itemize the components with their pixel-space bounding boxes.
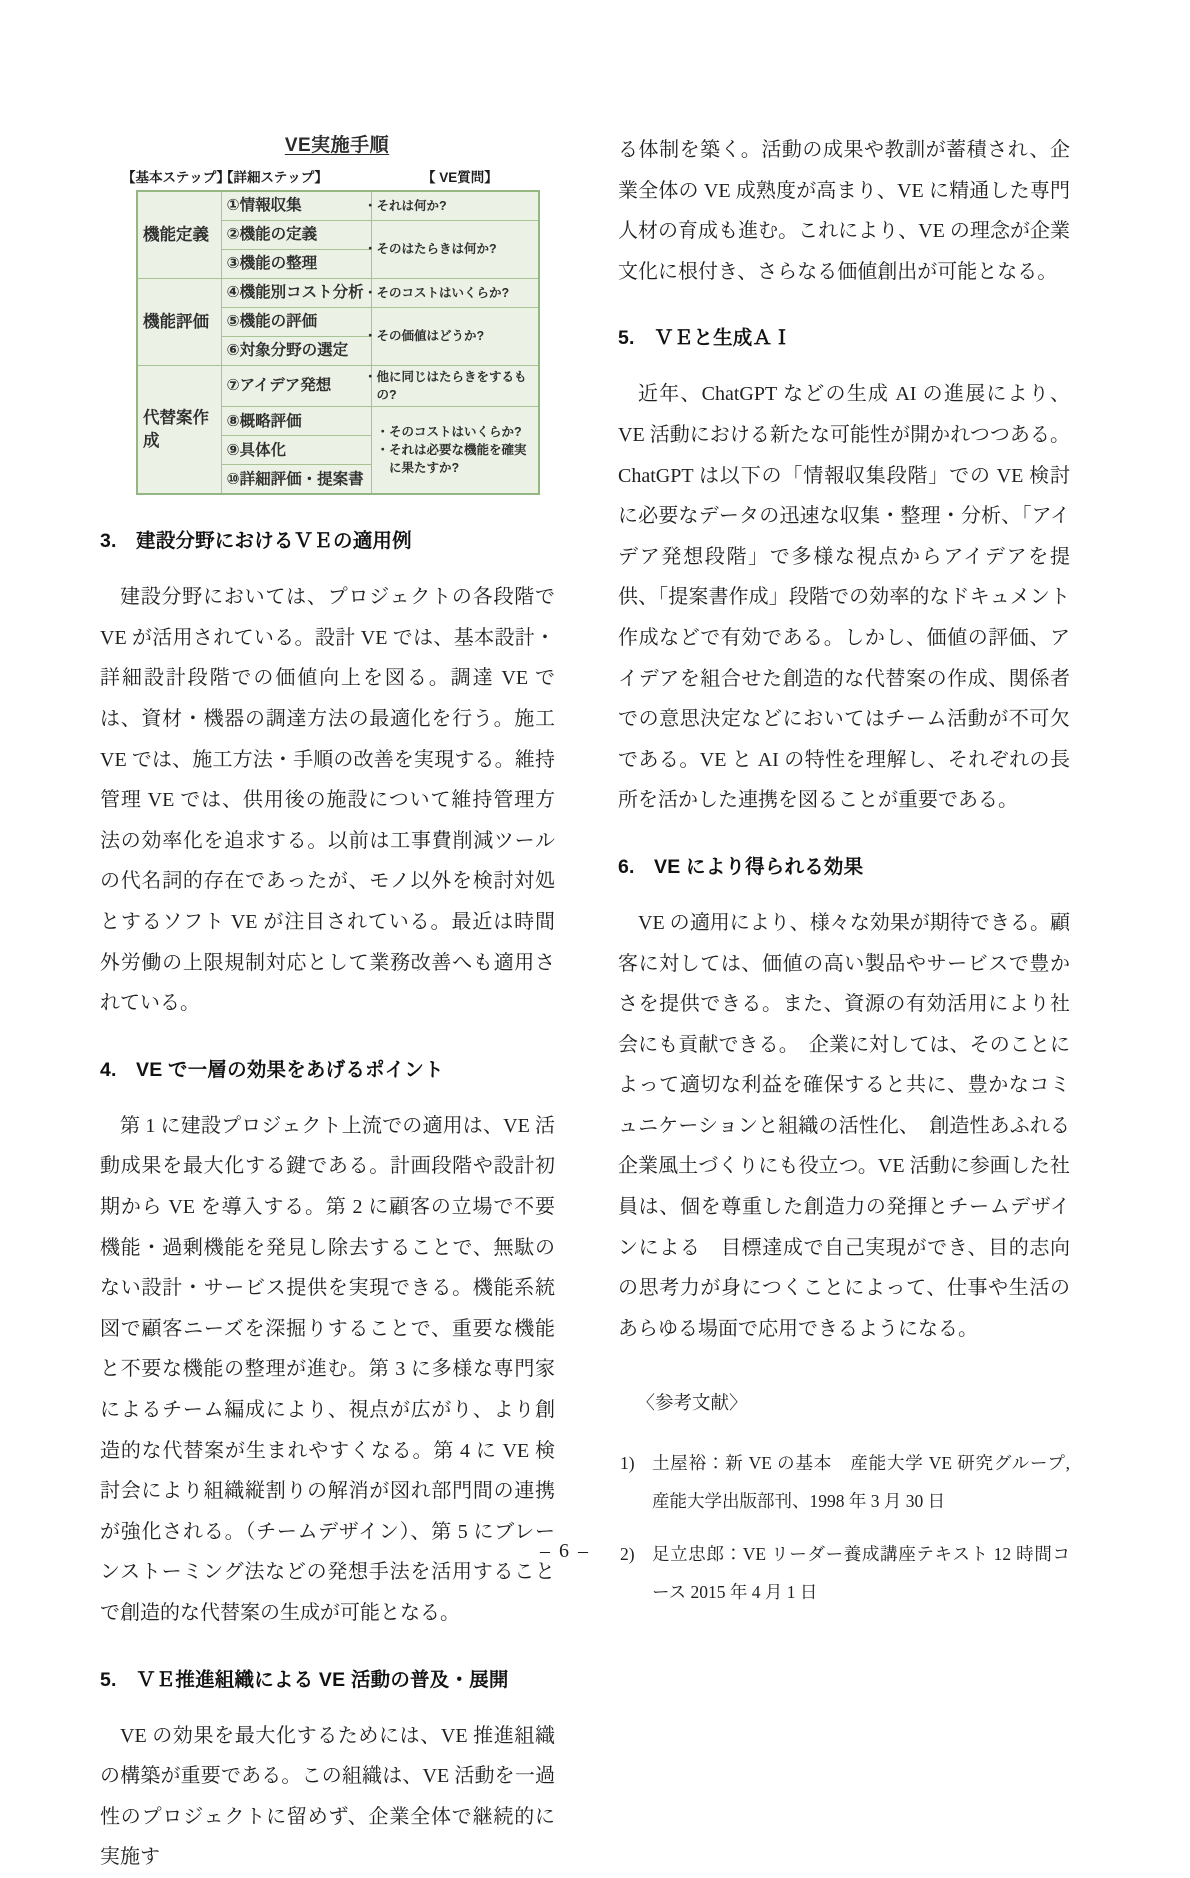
basic-step-cell: 機能定義 (137, 191, 221, 279)
section-number: 5. (618, 327, 635, 350)
header-ve-question: 【 VE質問】 (422, 170, 498, 185)
ve-question-cell: ・その価値はどうか? (371, 308, 539, 366)
section-number: 4. (100, 1058, 117, 1081)
left-column (100, 130, 555, 1878)
right-column (618, 130, 1070, 1628)
ve-question-line: ・そのコストはいくらか? (376, 425, 522, 440)
header-detail-step: 【詳細ステップ】 (220, 170, 328, 185)
basic-step-cell: 代替案作成 (137, 366, 221, 495)
reference-marker: 2) (620, 1544, 635, 1565)
detail-step-cell: ⑤機能の評価 (221, 308, 371, 337)
section-title: 建設分野におけるＶＥの適用例 (136, 530, 412, 553)
ve-question-cell: ・それは何か? (371, 191, 539, 221)
detail-step-cell: ③機能の整理 (221, 250, 371, 279)
section-number: 5. (100, 1668, 117, 1691)
section-title: VE で一層の効果をあげるポイント (136, 1058, 444, 1081)
table-row (137, 279, 539, 308)
detail-step-cell: ⑦アイデア発想 (221, 366, 371, 407)
section-title: ＶＥと生成ＡＩ (654, 327, 792, 350)
section-6-paragraph: VE の適用により、様々な効果が期待できる。顧客に対しては、価値の高い製品やサービスで豊かさを提供できる。また、資源の有効活用により社会にも貢献できる。 企業に対しては、そのことによって適切な利益を確保すると共に、豊かなコミュニケーションと組織の活性化、 創造性あふれる企業風土づくりにも役立つ。VE 活動に参画した社員は、個を尊重した創造力の発揮とチームデザインによる 目標達成で自己実現ができ、目的志向の思考力が身につくことによって、仕事や生活のあらゆる場面で応用できるようになる。 (618, 911, 1070, 1340)
ve-procedure-table (136, 190, 540, 495)
header-basic-step: 【基本ステップ】 (122, 170, 230, 185)
section-4-paragraph: 第 1 に建設プロジェクト上流での適用は、VE 活動成果を最大化する鍵である。計画段階や設計初期から VE を導入する。第 2 に顧客の立場で不要機能・過剰機能を発見し除去することで、無駄のない設計・サービス提供を実現できる。機能系統図で顧客ニーズを深掘りすることで、重要な機能と不要な機能の整理が進む。第 3 に多様な専門家によるチーム編成により、視点が広がり、より創造的な代替案が生まれやすくなる。第 4 に VE 検討会により組織縦割りの解消が図れ部門間の連携が強化される。（チームデザイン）、第 5 にブレーンストーミング法などの発想手法を活用することで創造的な代替案の生成が可能となる。 (100, 1114, 555, 1624)
section-title: ＶＥ推進組織による VE 活動の普及・展開 (136, 1668, 509, 1691)
detail-step-cell: ⑥対象分野の選定 (221, 337, 371, 366)
section-4-heading (100, 1054, 555, 1082)
ve-procedure-figure (122, 130, 538, 495)
references (618, 1385, 1070, 1611)
section-number: 3. (100, 530, 117, 553)
section-6-heading (618, 851, 1070, 879)
section-3 (100, 525, 555, 1024)
page-number: – 6 – (540, 1540, 590, 1562)
figure-column-headers (122, 166, 538, 188)
detail-step-cell: ⑧概略評価 (221, 407, 371, 436)
figure-title: VE実施手順 (284, 135, 390, 156)
ve-question-cell: ・他に同じはたらきをするもの? (371, 366, 539, 407)
section-5-right-heading (618, 322, 1070, 350)
ve-question-line: ・それは必要な機能を確実に果たすか? (376, 443, 527, 476)
detail-step-cell: ④機能別コスト分析 (221, 279, 371, 308)
section-5-left (100, 1664, 555, 1878)
detail-step-cell: ①情報収集 (221, 191, 371, 221)
continuation-paragraph: る体制を築く。活動の成果や教訓が蓄積され、企業全体の VE 成熟度が高まり、VE に精通した専門人材の育成も進む。これにより、VE の理念が企業文化に根付き、さらなる価値創出が可能となる。 (618, 139, 1070, 283)
basic-step-cell: 機能評価 (137, 279, 221, 366)
section-5-left-paragraph: VE の効果を最大化するためには、VE 推進組織の構築が重要である。この組織は、VE 活動を一過性のプロジェクトに留めず、企業全体で継続的に実施す (100, 1724, 555, 1869)
section-5-left-heading (100, 1664, 555, 1692)
reference-item (618, 1445, 1070, 1520)
reference-marker: 1) (620, 1453, 635, 1474)
table-row (137, 366, 539, 407)
section-6 (618, 851, 1070, 1350)
detail-step-cell: ②機能の定義 (221, 221, 371, 250)
ve-question-cell: ・そのはたらきは何か? (371, 221, 539, 279)
reference-text: 土屋裕：新 VE の基本 産能大学 VE 研究グループ, 産能大学出版部刊、1998 年 3 月 30 日 (652, 1453, 1070, 1511)
section-3-heading (100, 525, 555, 553)
detail-step-cell: ⑨具体化 (221, 436, 371, 465)
section-3-paragraph: 建設分野においては、プロジェクトの各段階で VE が活用されている。設計 VE では、基本設計・詳細設計段階での価値向上を図る。調達 VE では、資材・機器の調達方法の最適化を行う。施工 VE では、施工方法・手順の改善を実現する。維持管理 VE では、供用後の施設について維持管理方法の効率化を追求する。以前は工事費削減ツールの代名詞的存在であったが、モノ以外を検討対処とするソフト VE が注目されている。最近は時間外労働の上限規制対応として業務改善へも適用されている。 (100, 586, 555, 1015)
table-row (137, 191, 539, 221)
ve-question-cell (371, 407, 539, 495)
reference-text: 足立忠郎：VE リーダー養成講座テキスト 12 時間コース 2015 年 4 月 1 日 (652, 1544, 1070, 1603)
section-number: 6. (618, 855, 635, 878)
ve-question-cell: ・そのコストはいくらか? (371, 279, 539, 308)
references-heading: 〈参考文献〉 (636, 1394, 748, 1415)
detail-step-cell: ⑩詳細評価・提案書 (221, 465, 371, 495)
section-5-right-paragraph: 近年、ChatGPT などの生成 AI の進展により、VE 活動における新たな可能性が開かれつつある。ChatGPT は以下の「情報収集段階」での VE 検討に必要なデータの迅速な収集・整理・分析、「アイデア発想段階」で多様な視点からアイデアを提供、「提案書作成」段階での効率的なドキュメント作成などで有効である。しかし、価値の評価、アイデアを組合せた創造的な代替案の作成、関係者での意思決定などにおいてはチーム活動が不可欠である。VE と AI の特性を理解し、それぞれの長所を活かした連携を図ることが重要である。 (618, 383, 1070, 812)
section-5-right (618, 322, 1070, 821)
section-title: VE により得られる効果 (654, 855, 864, 878)
